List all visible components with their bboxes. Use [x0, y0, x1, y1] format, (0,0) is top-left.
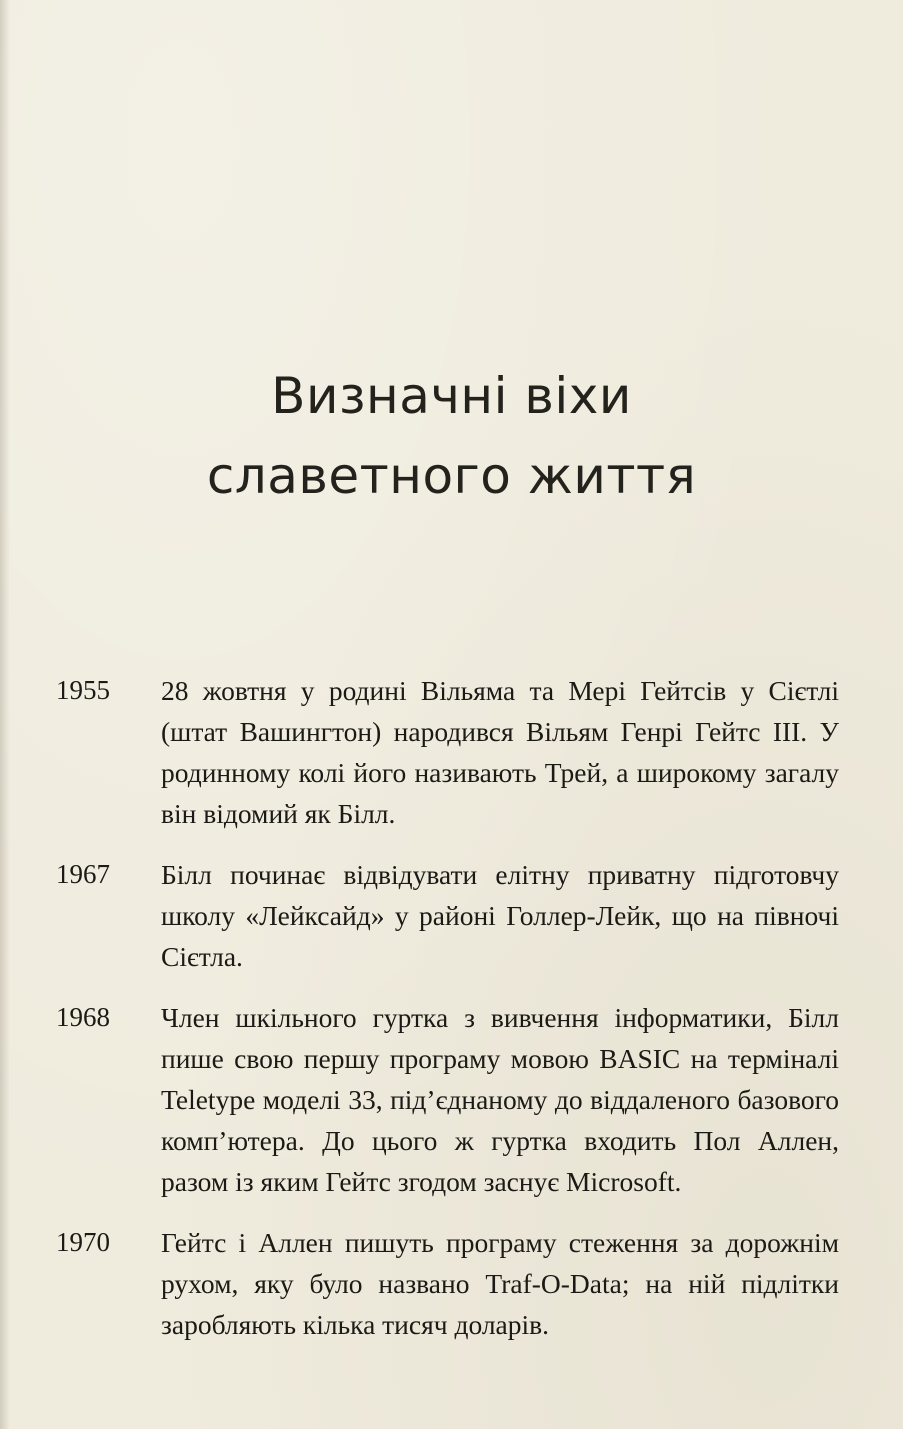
- timeline: [0, 670, 903, 1365]
- timeline-year: 1967: [56, 859, 110, 889]
- chapter-title-line-1: Визначні віхи: [271, 367, 632, 425]
- timeline-entry: [0, 670, 903, 834]
- timeline-year: 1968: [56, 1002, 110, 1032]
- timeline-text: Член шкільного гуртка з вивчення інформатики, Білл пише свою першу програму мовою BASIC на терміналі Teletype моделі 33, під’єднаному до віддаленого базового комп’ютера. До цього ж гуртка входить Пол Аллен, разом із яким Гейтс згодом заснує Microsoft.: [161, 1002, 839, 1197]
- timeline-entry: [0, 854, 903, 977]
- chapter-title-line-2: славетного життя: [206, 447, 697, 505]
- chapter-title: [0, 356, 903, 516]
- timeline-text: Білл починає відвідувати елітну приватну підготовчу школу «Лейксайд» у районі Голлер-Лейк, що на півночі Сієтла.: [161, 859, 839, 972]
- timeline-text: Гейтс і Аллен пишуть програму стеження за дорожнім рухом, яку було названо Traf-O-Data; на ній підлітки заробляють кілька тисяч доларів.: [161, 1227, 839, 1340]
- timeline-entry: [0, 1222, 903, 1345]
- timeline-year: 1955: [56, 675, 110, 705]
- timeline-entry: [0, 997, 903, 1202]
- timeline-text: 28 жовтня у родині Вільяма та Мері Гейтсів у Сієтлі (штат Вашингтон) народився Вільям Генрі Гейтс ІІІ. У родинному колі його називають Трей, а широкому загалу він відомий як Білл.: [161, 675, 839, 829]
- timeline-year: 1970: [56, 1227, 110, 1257]
